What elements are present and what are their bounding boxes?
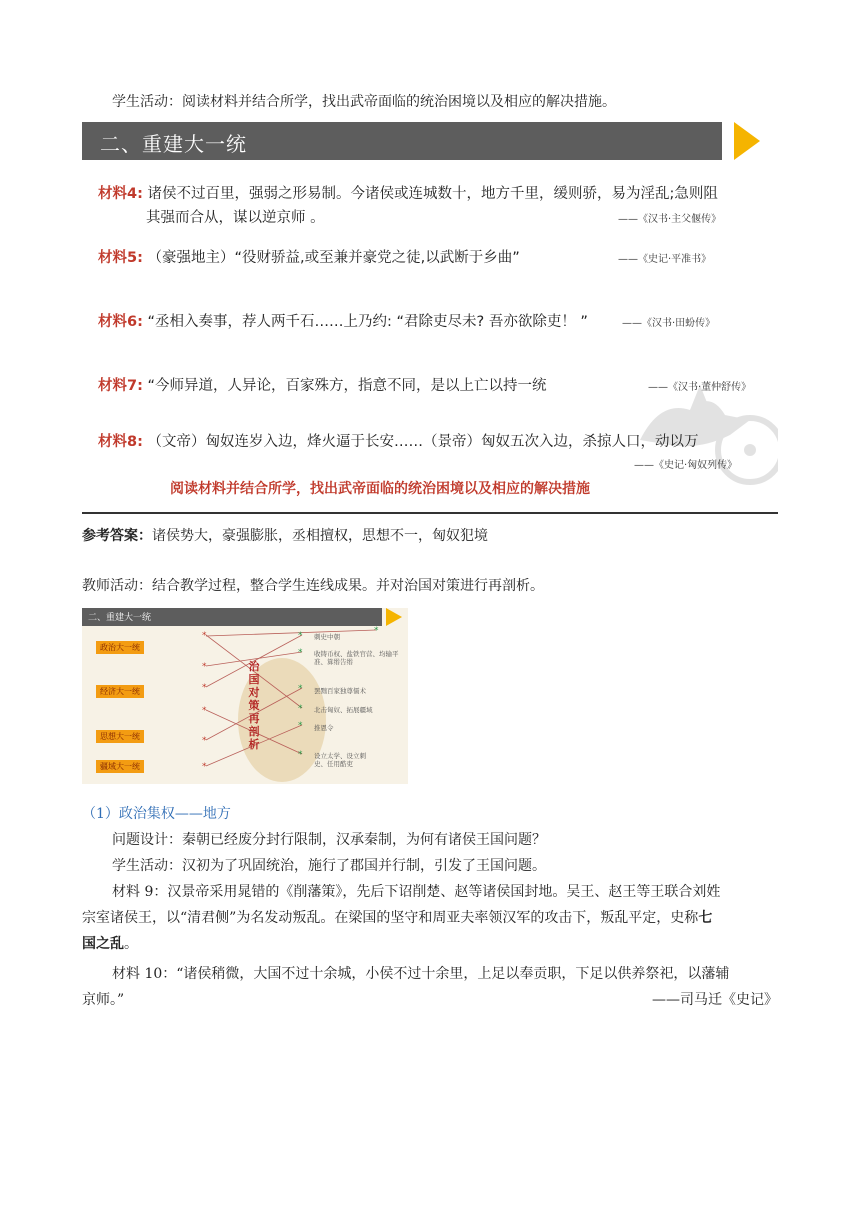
svg-text:*: * — [202, 683, 207, 693]
material-10-source: ——司马迁《史记》 — [652, 992, 778, 1008]
material-7 — [98, 374, 547, 395]
vertical-title: 治国对策再剖析 — [248, 660, 260, 751]
material-8 — [98, 430, 699, 451]
material-8-label: 材料8: — [98, 434, 143, 450]
material-7-text: “今师异道，人异论，百家殊方，指意不同，是以上亡以持一统 — [147, 378, 547, 394]
slide-policy-diagram — [82, 608, 408, 784]
material-4-label: 材料4: — [98, 186, 143, 202]
svg-text:*: * — [202, 631, 207, 641]
material-5 — [98, 246, 520, 267]
chevron-yellow-tail — [722, 122, 734, 160]
material-9-line3-end: 。 — [124, 936, 138, 952]
svg-text:*: * — [202, 662, 207, 672]
right-item-3: 罢黜百家独尊儒术 — [314, 687, 366, 695]
svg-text:*: * — [374, 626, 379, 636]
divider-rule — [82, 512, 778, 514]
svg-text:*: * — [202, 762, 207, 772]
slide-title: 二、重建大一统 — [100, 132, 247, 156]
material-6 — [98, 310, 588, 331]
right-item-4: 北击匈奴、拓展疆域 — [314, 706, 373, 714]
answer-text: 诸侯势大，豪强膨胀，丞相擅权，思想不一，匈奴犯境 — [152, 528, 488, 544]
material-8-text: （文帝）匈奴连岁入边，烽火逼于长安……（景帝）匈奴五次入边，杀掠人口，动以万 — [147, 434, 699, 450]
right-item-2: 收铸币权、盐铁官营、均输平准、算缗告缗 — [314, 650, 399, 666]
material-9-line1: 材料 9：汉景帝采用晁错的《削藩策》，先后下诏削楚、赵等诸侯国封地。吴王、赵王等王联合刘姓 — [112, 884, 721, 900]
material-6-label: 材料6: — [98, 314, 143, 330]
material-5-label: 材料5: — [98, 250, 143, 266]
section-heading: （1）政治集权——地方 — [82, 806, 231, 822]
material-8-source: ——《史记·匈奴列传》 — [634, 460, 738, 471]
material-4-text-cont: 其强而合从，谋以逆京师 。 — [146, 210, 325, 226]
svg-text:*: * — [298, 684, 303, 694]
tag-political: 政治大一统 — [96, 641, 144, 654]
teacher-activity: 教师活动：结合教学过程，整合学生连线成果。并对治国对策进行再剖析。 — [82, 578, 544, 594]
svg-text:*: * — [298, 648, 303, 658]
chevron-yellow-icon — [734, 122, 760, 160]
tag-territorial: 疆域大一统 — [96, 760, 144, 773]
material-9-line3 — [82, 934, 138, 954]
slide-rebuild-unity — [82, 122, 778, 510]
right-item-6: 设立太学、设立刺史、任用酷吏 — [314, 752, 366, 768]
material-10-line1: 材料 10：“诸侯稍微，大国不过十余城，小侯不过十余里，上足以奉贡职，下足以供养祭祀，以藩辅 — [112, 966, 730, 982]
tag-ideological: 思想大一统 — [96, 730, 144, 743]
material-9-line2 — [82, 908, 712, 928]
slide-header — [82, 122, 722, 160]
material-4-source: ——《汉书·主父偃传》 — [618, 214, 722, 225]
material-4-text: 诸侯不过百里，强弱之形易制。今诸侯或连城数十，地方千里，缓则骄，易为淫乱;急则阻 — [147, 186, 718, 202]
material-9-bold-end: 七 — [698, 910, 713, 926]
material-7-source: ——《汉书·董仲舒传》 — [648, 382, 752, 393]
material-5-source: ——《史记·平准书》 — [618, 254, 712, 265]
material-6-text: “丞相入奏事，荐人两千石……上乃约: “君除吏尽未? 吾亦欲除吏！ ” — [147, 314, 588, 330]
svg-text:*: * — [202, 736, 207, 746]
material-10-line2: 京师。” — [82, 992, 125, 1008]
right-item-5: 推恩令 — [314, 724, 334, 732]
tag-economic: 经济大一统 — [96, 685, 144, 698]
material-4 — [98, 182, 718, 203]
svg-text:*: * — [202, 706, 207, 716]
svg-text:*: * — [298, 750, 303, 760]
student-activity: 学生活动：汉初为了巩固统治，施行了郡国并行制，引发了王国问题。 — [112, 858, 546, 874]
material-9-bold-term: 国之乱 — [82, 936, 124, 952]
slide2-title: 二、重建大一统 — [88, 613, 152, 623]
svg-text:*: * — [298, 721, 303, 731]
slide-prompt: 阅读材料并结合所学，找出武帝面临的统治困境以及相应的解决措施 — [170, 481, 590, 497]
svg-text:*: * — [298, 631, 303, 641]
material-9-line2-text: 宗室诸侯王，以“清君侧”为名发动叛乱。在梁国的坚守和周亚夫率领汉军的攻击下，叛乱平定，史称 — [82, 910, 699, 926]
question-design: 问题设计：秦朝已经废分封行限制，汉承秦制，为何有诸侯王国问题？ — [112, 832, 546, 848]
right-item-1: 刺史中朝 — [314, 633, 340, 641]
svg-text:*: * — [298, 704, 303, 714]
material-5-text: （豪强地主）“役财骄益,或至兼并豪党之徒,以武断于乡曲” — [147, 250, 520, 266]
material-6-source: ——《汉书·田蚡传》 — [622, 318, 716, 329]
material-7-label: 材料7: — [98, 378, 143, 394]
answer-label: 参考答案： — [82, 528, 152, 544]
intro-activity: 学生活动：阅读材料并结合所学，找出武帝面临的统治困境以及相应的解决措施。 — [112, 94, 616, 110]
reference-answer — [82, 526, 488, 546]
